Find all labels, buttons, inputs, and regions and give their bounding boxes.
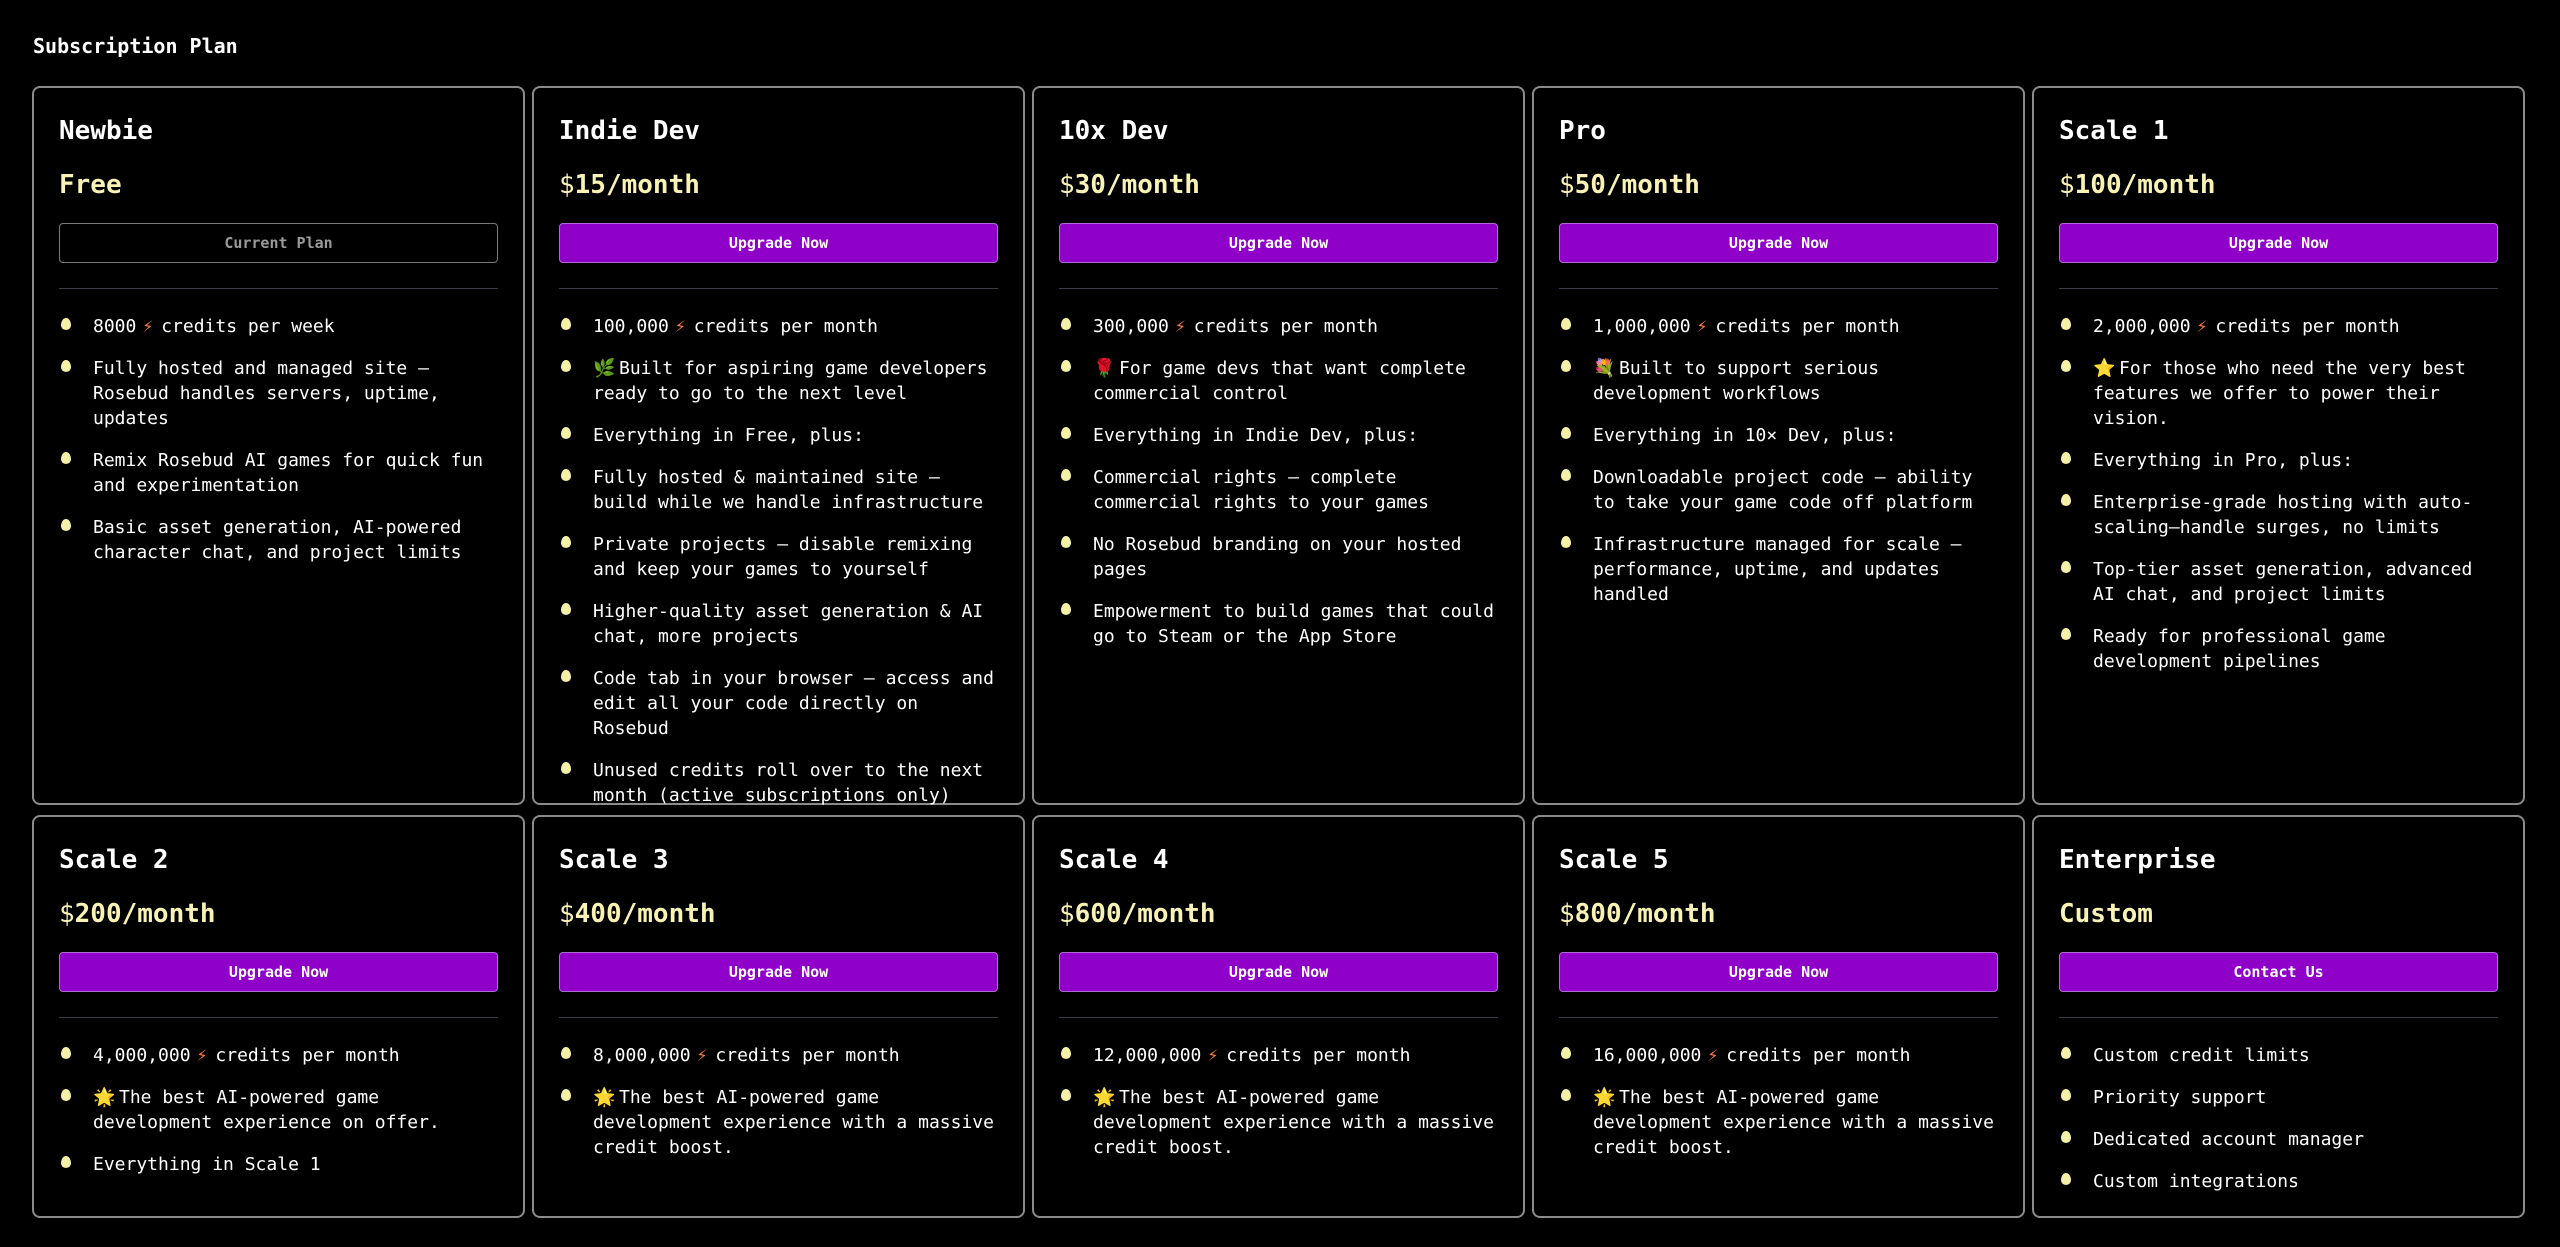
feature-item [559,1085,998,1160]
plans-grid [32,86,2526,1218]
bullet-icon [2061,1047,2071,1059]
feature-text: Code tab in your browser — access and edit all your code directly on Rosebud [593,668,994,739]
feature-item [59,1152,498,1177]
lightning-bolt-icon: ⚡ [142,316,154,337]
feature-item [1059,1043,1498,1068]
feature-text: credits per month [2215,316,2400,337]
bullet-icon [1561,427,1571,439]
plan-name: Scale 5 [1559,845,1669,875]
feature-item [2059,1127,2498,1152]
feature-item [59,314,498,339]
feature-item [59,515,498,565]
feature-item [1059,423,1498,448]
feature-item [1559,1043,1998,1068]
feature-text: credits per month [1226,1045,1411,1066]
feature-text: credits per month [715,1045,900,1066]
credit-amount: 8000 [93,316,137,337]
plan-card-indie-dev [532,86,1025,805]
bullet-icon [1561,318,1571,330]
feature-text: Empowerment to build games that could go to Steam or the App Store [1093,601,1494,647]
feature-list [1559,1043,1998,1160]
feature-list [59,1043,498,1177]
bullet-icon [561,670,571,682]
feature-text: Priority support [2093,1087,2267,1108]
lightning-bolt-icon: ⚡ [2196,316,2208,337]
plan-card-pro [1532,86,2025,805]
upgrade-now-button[interactable]: Upgrade Now [1559,223,1998,263]
plan-card-10x-dev [1032,86,1525,805]
feature-item [1559,423,1998,448]
price-currency-symbol: $ [2059,170,2075,200]
plan-price [1059,901,1498,929]
upgrade-now-button[interactable]: Upgrade Now [1559,952,1998,992]
feature-item [2059,1085,2498,1110]
feature-text: The best AI-powered game development experience with a massive credit boost. [1093,1087,1494,1158]
price-currency-symbol: $ [1559,899,1575,929]
feature-item [1559,356,1998,406]
plan-name: Enterprise [2059,845,2216,875]
bullet-icon [61,1089,71,1101]
plan-price [1559,901,1998,929]
lightning-bolt-icon: ⚡ [696,1045,708,1066]
bullet-icon [1061,360,1071,372]
feature-list [2059,314,2498,674]
upgrade-now-button[interactable]: Upgrade Now [559,223,998,263]
feature-text: Downloadable project code — ability to take your game code off platform [1593,467,1973,513]
credit-amount: 12,000,000 [1093,1045,1202,1066]
bullet-icon [1561,536,1571,548]
price-currency-symbol: $ [559,899,575,929]
feature-text: Built to support serious development workflows [1593,358,1880,404]
plan-name: Scale 1 [2059,116,2169,146]
credit-amount: 16,000,000 [1593,1045,1702,1066]
bullet-icon [2061,318,2071,330]
bullet-icon [2061,561,2071,573]
upgrade-now-button[interactable]: Upgrade Now [1059,952,1498,992]
upgrade-now-button[interactable]: Upgrade Now [59,952,498,992]
divider [1059,1017,1498,1018]
bullet-icon [1061,1089,1071,1101]
feature-emoji-icon: 🌟 [1093,1087,1116,1108]
credit-amount: 1,000,000 [1593,316,1691,337]
price-currency-symbol: $ [1559,170,1575,200]
feature-item [559,423,998,448]
feature-text: Fully hosted & maintained site — build while we handle infrastructure [593,467,984,513]
feature-text: For those who need the very best features we offer to power their vision. [2093,358,2466,429]
feature-item [59,356,498,431]
divider [1559,1017,1998,1018]
bullet-icon [561,1089,571,1101]
feature-item [1059,532,1498,582]
plan-card-scale-5 [1532,815,2025,1218]
feature-emoji-icon: 🌟 [93,1087,116,1108]
price-currency-symbol: $ [59,899,75,929]
plan-name: Scale 4 [1059,845,1169,875]
feature-text: Everything in Indie Dev, plus: [1093,425,1419,446]
feature-emoji-icon: 💐 [1593,358,1616,379]
bullet-icon [1561,1047,1571,1059]
feature-item [59,1043,498,1068]
upgrade-now-button[interactable]: Upgrade Now [559,952,998,992]
current-plan-button[interactable]: Current Plan [59,223,498,263]
price-amount: Free [59,170,122,200]
feature-text: credits per month [1193,316,1378,337]
bullet-icon [1061,1047,1071,1059]
feature-text: credits per month [693,316,878,337]
feature-item [2059,557,2498,607]
feature-item [1559,532,1998,607]
feature-item [1059,465,1498,515]
plan-price [1559,172,1998,200]
feature-item [1559,314,1998,339]
plan-name: Newbie [59,116,153,146]
feature-text: Everything in 10× Dev, plus: [1593,425,1897,446]
feature-list [59,314,498,565]
feature-emoji-icon: 🌹 [1093,358,1116,379]
bullet-icon [2061,1173,2071,1185]
price-amount: 600/month [1074,899,1216,929]
feature-text: credits per month [1715,316,1900,337]
feature-item [2059,356,2498,431]
feature-item [1059,1085,1498,1160]
bullet-icon [2061,452,2071,464]
bullet-icon [561,603,571,615]
plan-price [1059,172,1498,200]
feature-text: Basic asset generation, AI-powered character chat, and project limits [93,517,462,563]
plan-price [2059,901,2498,929]
credit-amount: 100,000 [593,316,669,337]
plan-name: Indie Dev [559,116,700,146]
bullet-icon [561,1047,571,1059]
feature-text: Custom credit limits [2093,1045,2310,1066]
feature-text: credits per month [1726,1045,1911,1066]
feature-item [1559,465,1998,515]
bullet-icon [2061,494,2071,506]
price-amount: 100/month [2074,170,2216,200]
feature-list [559,1043,998,1160]
price-amount: Custom [2059,899,2153,929]
upgrade-now-button[interactable]: Upgrade Now [1059,223,1498,263]
bullet-icon [561,318,571,330]
feature-text: credits per week [161,316,335,337]
feature-text: Top-tier asset generation, advanced AI chat, and project limits [2093,559,2473,605]
price-currency-symbol: $ [559,170,575,200]
lightning-bolt-icon: ⚡ [196,1045,208,1066]
bullet-icon [1561,360,1571,372]
feature-item [559,599,998,649]
feature-text: Everything in Scale 1 [93,1154,321,1175]
bullet-icon [2061,360,2071,372]
bullet-icon [61,1047,71,1059]
lightning-bolt-icon: ⚡ [1174,316,1186,337]
bullet-icon [61,360,71,372]
plan-card-scale-3 [532,815,1025,1218]
lightning-bolt-icon: ⚡ [1207,1045,1219,1066]
divider [2059,288,2498,289]
bullet-icon [1061,603,1071,615]
feature-list [1059,1043,1498,1160]
bullet-icon [1061,536,1071,548]
credit-amount: 4,000,000 [93,1045,191,1066]
bullet-icon [1061,469,1071,481]
credit-amount: 300,000 [1093,316,1169,337]
feature-text: Remix Rosebud AI games for quick fun and experimentation [93,450,484,496]
plan-card-scale-4 [1032,815,1525,1218]
bullet-icon [1561,1089,1571,1101]
feature-item [59,448,498,498]
feature-item [559,356,998,406]
feature-emoji-icon: 🌟 [1593,1087,1616,1108]
upgrade-now-button[interactable]: Upgrade Now [2059,223,2498,263]
feature-text: Ready for professional game development pipelines [2093,626,2386,672]
plan-card-scale-2 [32,815,525,1218]
plan-card-enterprise [2032,815,2525,1218]
bullet-icon [61,318,71,330]
feature-text: For game devs that want complete commercial control [1093,358,1466,404]
price-amount: 200/month [74,899,216,929]
plan-card-newbie [32,86,525,805]
price-amount: 30/month [1074,170,1200,200]
feature-emoji-icon: ⭐ [2093,358,2116,379]
feature-text: Infrastructure managed for scale — performance, uptime, and updates handled [1593,534,1962,605]
bullet-icon [61,452,71,464]
feature-text: Everything in Pro, plus: [2093,450,2354,471]
feature-text: Commercial rights — complete commercial rights to your games [1093,467,1429,513]
bullet-icon [561,536,571,548]
bullet-icon [561,469,571,481]
feature-list [559,314,998,808]
price-currency-symbol: $ [1059,170,1075,200]
feature-item [559,1043,998,1068]
price-amount: 400/month [574,899,716,929]
lightning-bolt-icon: ⚡ [674,316,686,337]
feature-text: The best AI-powered game development experience with a massive credit boost. [1593,1087,1994,1158]
feature-text: No Rosebud branding on your hosted pages [1093,534,1462,580]
feature-text: Everything in Free, plus: [593,425,864,446]
plan-price [59,172,498,200]
credit-amount: 2,000,000 [2093,316,2191,337]
feature-text: The best AI-powered game development experience on offer. [93,1087,440,1133]
bullet-icon [2061,628,2071,640]
feature-item [59,1085,498,1135]
feature-emoji-icon: 🌟 [593,1087,616,1108]
divider [1559,288,1998,289]
plan-price [559,172,998,200]
feature-item [559,532,998,582]
feature-item [559,314,998,339]
bullet-icon [561,427,571,439]
feature-text: credits per month [215,1045,400,1066]
bullet-icon [1061,318,1071,330]
bullet-icon [561,360,571,372]
page-title: Subscription Plan [33,34,238,58]
plan-name: Pro [1559,116,1606,146]
feature-text: Custom integrations [2093,1171,2299,1192]
feature-item [559,758,998,808]
feature-text: Unused credits roll over to the next month (active subscriptions only) [593,760,984,806]
feature-item [2059,314,2498,339]
price-amount: 800/month [1574,899,1716,929]
divider [559,1017,998,1018]
feature-text: Built for aspiring game developers ready to go to the next level [593,358,988,404]
feature-item [1059,314,1498,339]
divider [1059,288,1498,289]
feature-text: Higher-quality asset generation & AI chat, more projects [593,601,984,647]
bullet-icon [2061,1131,2071,1143]
divider [59,288,498,289]
feature-item [1559,1085,1998,1160]
feature-item [2059,624,2498,674]
contact-us-button[interactable]: Contact Us [2059,952,2498,992]
lightning-bolt-icon: ⚡ [1696,316,1708,337]
bullet-icon [2061,1089,2071,1101]
feature-text: Fully hosted and managed site — Rosebud handles servers, uptime, updates [93,358,440,429]
feature-item [559,465,998,515]
plan-name: Scale 2 [59,845,169,875]
feature-item [2059,448,2498,473]
divider [59,1017,498,1018]
feature-item [2059,490,2498,540]
price-amount: 15/month [574,170,700,200]
feature-item [2059,1043,2498,1068]
feature-item [2059,1169,2498,1194]
feature-item [1059,599,1498,649]
plan-name: Scale 3 [559,845,669,875]
plan-price [559,901,998,929]
feature-text: The best AI-powered game development experience with a massive credit boost. [593,1087,994,1158]
feature-list [1559,314,1998,607]
bullet-icon [1061,427,1071,439]
plan-card-scale-1 [2032,86,2525,805]
feature-list [1059,314,1498,649]
feature-text: Enterprise-grade hosting with auto-scaling—handle surges, no limits [2093,492,2473,538]
bullet-icon [61,519,71,531]
feature-list [2059,1043,2498,1194]
lightning-bolt-icon: ⚡ [1707,1045,1719,1066]
feature-emoji-icon: 🌿 [593,358,616,379]
bullet-icon [1561,469,1571,481]
price-amount: 50/month [1574,170,1700,200]
feature-text: Dedicated account manager [2093,1129,2364,1150]
feature-text: Private projects — disable remixing and keep your games to yourself [593,534,973,580]
credit-amount: 8,000,000 [593,1045,691,1066]
plan-price [2059,172,2498,200]
plan-price [59,901,498,929]
feature-item [1059,356,1498,406]
divider [559,288,998,289]
divider [2059,1017,2498,1018]
bullet-icon [561,762,571,774]
bullet-icon [61,1156,71,1168]
feature-item [559,666,998,741]
plan-name: 10x Dev [1059,116,1169,146]
price-currency-symbol: $ [1059,899,1075,929]
